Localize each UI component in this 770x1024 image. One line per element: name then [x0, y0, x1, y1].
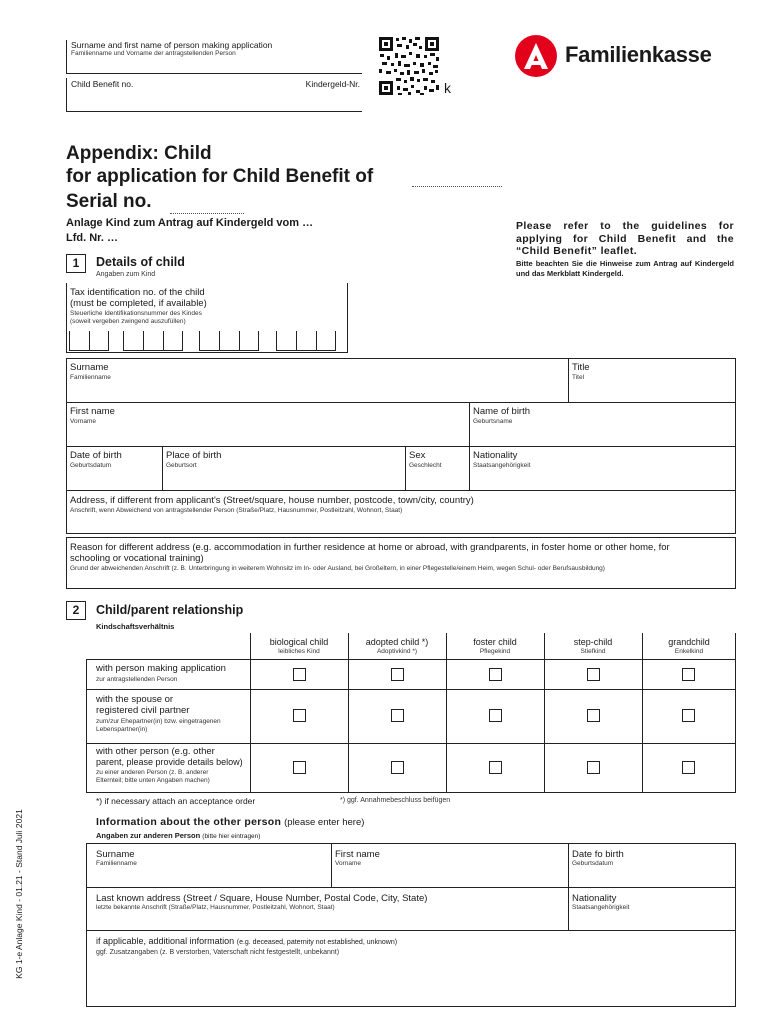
section-1-title-de: Angaben zum Kind — [96, 271, 156, 278]
child-address-label: Address, if different from applicant's (Street/square, house number, postcode, town/city, country) — [70, 495, 474, 506]
child-surname-label: Surname — [70, 362, 109, 373]
qr-suffix: k — [444, 80, 451, 96]
child-date-of-birth-field[interactable] — [66, 446, 162, 490]
section-1-number: 1 — [66, 254, 86, 273]
brand-name: Familienkasse — [565, 42, 712, 67]
col-foster-child-label-de: Pflegekind — [479, 648, 511, 655]
footnote-de: *) ggf. Annahmebeschluss beifügen — [340, 797, 451, 804]
additional-info-label — [96, 936, 397, 948]
reason-label-2: schooling or vocational training) — [70, 553, 204, 564]
other-surname-field[interactable] — [86, 843, 331, 887]
col-adopted-child-label-de: Adoptivkind *) — [376, 648, 418, 655]
checkbox-applicant-step[interactable] — [587, 668, 600, 681]
applicant-name-label-de: Familienname und Vorname der antragstellenden Person — [71, 50, 236, 57]
other-first-name-label-de: Vorname — [335, 860, 362, 867]
title-de-line2: Lfd. Nr. … — [66, 232, 118, 244]
col-biological-child-label: biological child — [269, 637, 329, 647]
checkbox-applicant-biological[interactable] — [293, 668, 306, 681]
tax-id-digit-3[interactable] — [123, 331, 143, 351]
child-first-name-label-de: Vorname — [70, 418, 97, 425]
applicant-name-field[interactable] — [66, 40, 362, 74]
child-benefit-no-field[interactable] — [66, 78, 362, 112]
col-foster-child-label: foster child — [473, 637, 517, 647]
row-with-other-label-1: with other person (e.g. other — [96, 746, 215, 757]
checkbox-spouse-grand[interactable] — [682, 709, 695, 722]
row-with-other-label-de-2: Elternteil; bitte unten Angaben machen) — [96, 777, 210, 784]
guidelines-note-de: Bitte beachten Sie die Hinweise zum Antrag auf Kindergeld und das Merkblatt Kindergeld. — [516, 259, 734, 278]
tax-id-digit-9[interactable] — [276, 331, 296, 351]
child-title-label-de: Titel — [572, 374, 585, 381]
child-name-of-birth-label: Name of birth — [473, 406, 531, 417]
tax-id-digit-11[interactable] — [316, 331, 336, 351]
other-address-field[interactable] — [86, 887, 568, 931]
child-date-of-birth-label: Date of birth — [70, 450, 122, 461]
page-title-line3: Serial no. — [66, 191, 152, 212]
checkbox-applicant-foster[interactable] — [489, 668, 502, 681]
child-address-label-de: Anschrift, wenn Abweichend von antragstellender Person (Straße/Platz, Hausnummer, Postleitzahl, Wohnort, Staat) — [70, 507, 403, 514]
checkbox-applicant-adopted[interactable] — [391, 668, 404, 681]
page-title-line2: for application for Child Benefit of — [66, 166, 374, 187]
row-with-spouse — [96, 694, 248, 734]
tax-id-digit-2[interactable] — [89, 331, 109, 351]
row-with-other-person — [96, 746, 250, 785]
child-name-of-birth-label-de: Geburtsname — [473, 418, 513, 425]
application-date-line[interactable] — [412, 186, 502, 187]
child-sex-field[interactable] — [405, 446, 469, 490]
other-address-label: Last known address (Street / Square, House Number, Postal Code, City, State) — [96, 893, 428, 904]
applicant-name-label: Surname and first name of person making application — [71, 40, 273, 50]
child-place-of-birth-field[interactable] — [162, 446, 405, 490]
other-person-title — [96, 816, 364, 828]
tax-id-label-2: (must be completed, if available) — [70, 298, 207, 309]
col-grandchild-label: grandchild — [668, 637, 710, 647]
row-with-spouse-label-de-1: zum/zur Ehepartner(in) bzw. eingetragenen — [96, 718, 221, 725]
tax-id-digit-8[interactable] — [239, 331, 259, 351]
other-first-name-label: First name — [335, 849, 380, 860]
reason-label-de: Grund der abweichenden Anschrift (z. B. Unterbringung in weiterem Wohnsitz im In- oder Ausland, bei Großeltern, in einer Pflegestelle/einem Heim, wegen Schul- oder Berufsausbildung) — [70, 565, 605, 572]
row-with-other-label-2: parent, please provide details below) — [96, 757, 243, 767]
tax-id-digit-1[interactable] — [69, 331, 89, 351]
reason-different-address-field[interactable] — [66, 537, 736, 589]
additional-info-label-de: ggf. Zusatzangaben (z. B verstorben, Vaterschaft nicht festgestellt, unbekannt) — [96, 949, 340, 956]
additional-info-label-text: if applicable, additional information — [96, 936, 235, 946]
tax-id-digit-6[interactable] — [199, 331, 219, 351]
familienkasse-logo-icon — [515, 35, 557, 77]
col-grandchild-label-de: Enkelkind — [674, 648, 704, 655]
other-nationality-field[interactable] — [568, 887, 736, 931]
other-date-of-birth-field[interactable] — [568, 843, 736, 887]
child-first-name-field[interactable] — [66, 402, 469, 446]
guidelines-note: Please refer to the guidelines for applying for Child Benefit and the “Child Benefit” leaflet. — [516, 220, 734, 257]
tax-id-label-1: Tax identification no. of the child — [70, 287, 205, 298]
child-place-of-birth-label: Place of birth — [166, 450, 222, 461]
section-1-title: Details of child — [96, 255, 185, 269]
serial-no-line[interactable] — [170, 213, 244, 214]
child-title-field[interactable] — [568, 358, 736, 402]
col-grandchild — [643, 637, 735, 656]
checkbox-spouse-biological[interactable] — [293, 709, 306, 722]
checkbox-other-grand[interactable] — [682, 761, 695, 774]
other-date-of-birth-label: Date fo birth — [572, 849, 624, 860]
row-with-applicant — [96, 663, 246, 684]
row-with-spouse-label-2: registered civil partner — [96, 705, 190, 716]
tax-id-label-de-2: (soweit vergeben zwingend auszufüllen) — [70, 318, 186, 325]
other-person-title-de — [96, 831, 260, 840]
checkbox-other-adopted[interactable] — [391, 761, 404, 774]
checkbox-spouse-foster[interactable] — [489, 709, 502, 722]
section-2-title: Child/parent relationship — [96, 603, 244, 617]
col-biological-child — [251, 637, 347, 656]
tax-id-digit-10[interactable] — [296, 331, 316, 351]
section-2-number: 2 — [66, 601, 86, 620]
other-nationality-label: Nationality — [572, 893, 617, 904]
kindergeld-nr-label: Kindergeld-Nr. — [305, 79, 360, 89]
checkbox-spouse-step[interactable] — [587, 709, 600, 722]
child-nationality-label-de: Staatsangehörigkeit — [473, 462, 531, 469]
section-2-title-de: Kindschaftsverhältnis — [96, 622, 175, 631]
checkbox-other-step[interactable] — [587, 761, 600, 774]
col-step-child — [545, 637, 641, 656]
child-address-field[interactable] — [66, 490, 736, 534]
other-surname-label: Surname — [96, 849, 135, 860]
col-foster-child — [447, 637, 543, 656]
qr-code — [378, 36, 440, 96]
child-name-of-birth-field[interactable] — [469, 402, 736, 446]
child-title-label: Title — [572, 362, 590, 373]
row-with-other-label-de-1: zu einer anderen Person (z. B. anderer — [96, 769, 209, 776]
child-first-name-label: First name — [70, 406, 115, 417]
page-title-line1: Appendix: Child — [66, 143, 212, 164]
tax-id-digit-4[interactable] — [143, 331, 163, 351]
additional-info-field[interactable] — [86, 931, 736, 1007]
other-address-label-de: letzte bekannte Anschrift (Straße/Platz, Hausnummer, Postleitzahl, Wohnort, Staat) — [96, 904, 335, 911]
row-with-applicant-label: with person making application — [96, 663, 226, 674]
col-adopted-child-label: adopted child *) — [365, 637, 429, 647]
row-with-applicant-label-de: zur antragstellenden Person — [96, 676, 178, 683]
tax-id-digit-5[interactable] — [163, 331, 183, 351]
child-place-of-birth-label-de: Geburtsort — [166, 462, 197, 469]
col-step-child-label-de: Stiefkind — [580, 648, 606, 655]
other-person-title-de-hint: (bitte hier eintragen) — [202, 833, 261, 840]
checkbox-other-biological[interactable] — [293, 761, 306, 774]
other-first-name-field[interactable] — [331, 843, 568, 887]
tax-id-digit-7[interactable] — [219, 331, 239, 351]
checkbox-applicant-grand[interactable] — [682, 668, 695, 681]
relationship-table — [86, 633, 736, 793]
child-surname-field[interactable] — [66, 358, 568, 402]
child-nationality-field[interactable] — [469, 446, 736, 490]
other-nationality-label-de: Staatsangehörigkeit — [572, 904, 630, 911]
other-date-of-birth-label-de: Geburtsdatum — [572, 860, 614, 867]
other-surname-label-de: Familienname — [96, 860, 137, 867]
child-benefit-no-label: Child Benefit no. — [71, 79, 134, 89]
form-code-side-note: KG 1-e Anlage Kind - 01.21 - Stand Juli 2021 — [14, 809, 24, 979]
other-person-title-de-text: Angaben zur anderen Person — [96, 831, 201, 840]
other-person-title-text: Information about the other person — [96, 816, 282, 828]
child-date-of-birth-label-de: Geburtsdatum — [70, 462, 112, 469]
row-with-spouse-label-de-2: Lebenspartner(in) — [96, 726, 148, 733]
col-biological-child-label-de: leibliches Kind — [278, 648, 320, 655]
child-sex-label-de: Geschlecht — [409, 462, 442, 469]
reason-label-1: Reason for different address (e.g. accommodation in further residence at home or abroad, with grandparents, in foster home or other home, for — [70, 542, 670, 553]
title-de-line1: Anlage Kind zum Antrag auf Kindergeld vom … — [66, 217, 314, 229]
checkbox-spouse-adopted[interactable] — [391, 709, 404, 722]
footnote-en: *) if necessary attach an acceptance order — [96, 796, 256, 806]
tax-id-label-de-1: Steuerliche Identifikationsnummer des Kindes — [70, 310, 202, 317]
child-sex-label: Sex — [409, 450, 426, 461]
child-surname-label-de: Familienname — [70, 374, 111, 381]
other-person-title-hint: (please enter here) — [284, 817, 365, 828]
additional-info-label-hint: (e.g. deceased, paternity not established, unknown) — [236, 939, 398, 946]
row-with-spouse-label-1: with the spouse or — [96, 694, 174, 705]
col-adopted-child — [349, 637, 445, 656]
child-nationality-label: Nationality — [473, 450, 518, 461]
col-step-child-label: step-child — [573, 637, 613, 647]
checkbox-other-foster[interactable] — [489, 761, 502, 774]
